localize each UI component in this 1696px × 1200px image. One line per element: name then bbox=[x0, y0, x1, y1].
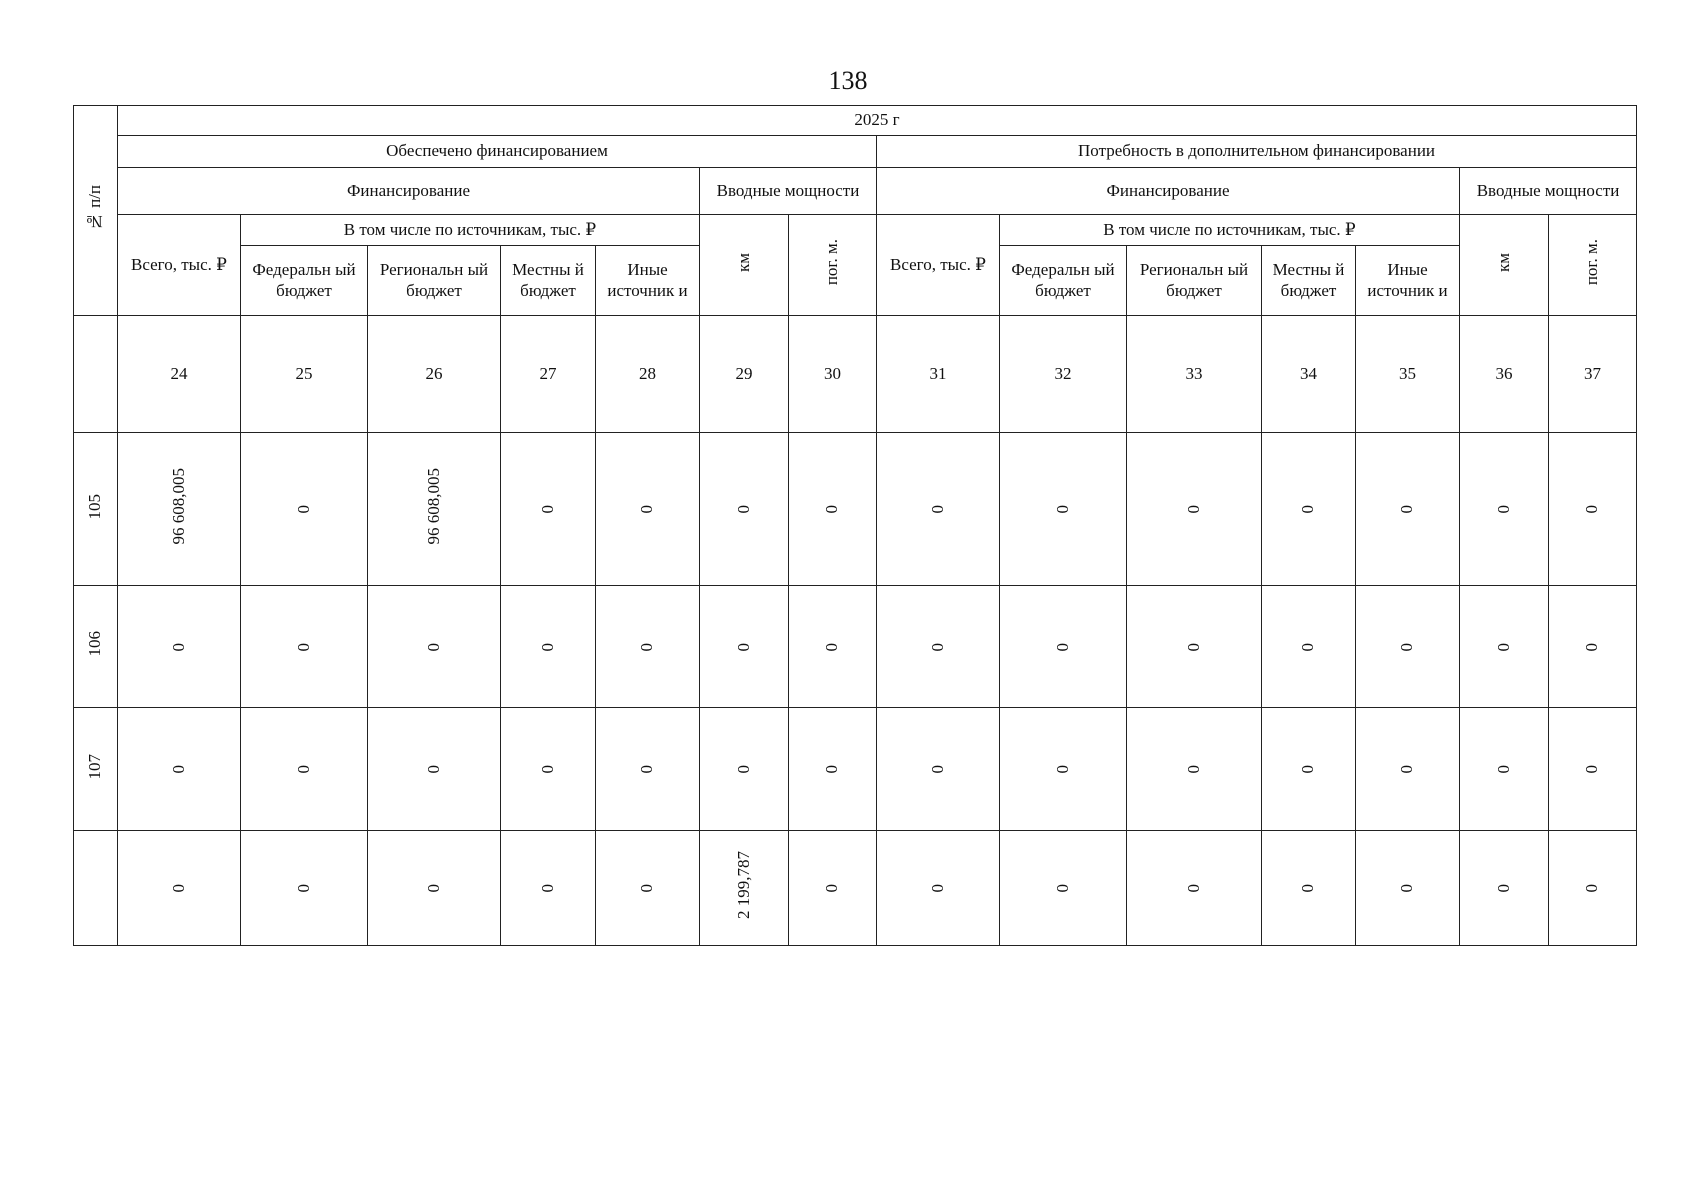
cell-value: 0 bbox=[1549, 831, 1637, 946]
page-number: 138 bbox=[828, 66, 868, 95]
header-capacity: Вводные мощности bbox=[700, 168, 877, 215]
column-number: 30 bbox=[789, 316, 877, 433]
cell-value: 0 bbox=[501, 586, 596, 708]
header-linear-m: пог. м. bbox=[789, 215, 877, 316]
cell-value: 0 bbox=[118, 708, 241, 831]
cell-value: 0 bbox=[596, 708, 700, 831]
header-by-sources: В том числе по источникам, тыс. ₽ bbox=[1000, 215, 1460, 246]
column-number: 33 bbox=[1127, 316, 1262, 433]
cell-value: 0 bbox=[1127, 831, 1262, 946]
cell-value: 96 608,005 bbox=[368, 433, 501, 586]
cell-value: 0 bbox=[241, 831, 368, 946]
row-number: 107 bbox=[74, 708, 118, 831]
cell-value: 96 608,005 bbox=[118, 433, 241, 586]
cell-value: 0 bbox=[596, 586, 700, 708]
cell-value: 0 bbox=[501, 831, 596, 946]
cell-value: 0 bbox=[700, 586, 789, 708]
cell-value: 0 bbox=[1356, 586, 1460, 708]
header-total: Всего, тыс. ₽ bbox=[118, 215, 241, 316]
cell-value: 0 bbox=[1262, 708, 1356, 831]
column-number: 32 bbox=[1000, 316, 1127, 433]
header-year: 2025 г bbox=[118, 106, 1637, 136]
cell-value: 0 bbox=[1460, 433, 1549, 586]
column-number-empty bbox=[74, 316, 118, 433]
cell-value: 0 bbox=[1262, 586, 1356, 708]
column-number-row bbox=[74, 316, 1637, 433]
cell-value: 0 bbox=[1000, 831, 1127, 946]
header-local: Местны й бюджет bbox=[501, 246, 596, 316]
cell-value: 0 bbox=[1460, 586, 1549, 708]
column-number: 34 bbox=[1262, 316, 1356, 433]
cell-value: 0 bbox=[1356, 708, 1460, 831]
table-row bbox=[74, 831, 1637, 946]
column-number: 35 bbox=[1356, 316, 1460, 433]
cell-value: 0 bbox=[1262, 433, 1356, 586]
header-total: Всего, тыс. ₽ bbox=[877, 215, 1000, 316]
header-financing: Финансирование bbox=[877, 168, 1460, 215]
cell-value: 0 bbox=[1262, 831, 1356, 946]
cell-value: 0 bbox=[789, 708, 877, 831]
column-number: 26 bbox=[368, 316, 501, 433]
cell-value: 0 bbox=[1127, 433, 1262, 586]
table-row bbox=[74, 708, 1637, 831]
cell-value: 0 bbox=[877, 708, 1000, 831]
row-number bbox=[74, 831, 118, 946]
cell-value: 0 bbox=[596, 831, 700, 946]
header-other: Иные источник и bbox=[1356, 246, 1460, 316]
cell-value: 0 bbox=[1127, 708, 1262, 831]
header-linear-m: пог. м. bbox=[1549, 215, 1637, 316]
header-group-secured: Обеспечено финансированием bbox=[118, 136, 877, 168]
row-number: 105 bbox=[74, 433, 118, 586]
row-number: 106 bbox=[74, 586, 118, 708]
cell-value: 0 bbox=[1460, 708, 1549, 831]
column-number: 36 bbox=[1460, 316, 1549, 433]
column-number: 31 bbox=[877, 316, 1000, 433]
cell-value: 0 bbox=[700, 708, 789, 831]
cell-value: 0 bbox=[789, 433, 877, 586]
header-by-sources: В том числе по источникам, тыс. ₽ bbox=[241, 215, 700, 246]
cell-value: 0 bbox=[877, 586, 1000, 708]
cell-value: 0 bbox=[241, 433, 368, 586]
column-number: 28 bbox=[596, 316, 700, 433]
column-number: 37 bbox=[1549, 316, 1637, 433]
table-row bbox=[74, 433, 1637, 586]
cell-value: 0 bbox=[700, 433, 789, 586]
cell-value: 0 bbox=[1000, 433, 1127, 586]
cell-value: 0 bbox=[1356, 831, 1460, 946]
cell-value: 0 bbox=[368, 708, 501, 831]
cell-value: 0 bbox=[877, 433, 1000, 586]
cell-value: 0 bbox=[789, 586, 877, 708]
cell-value: 0 bbox=[1127, 586, 1262, 708]
cell-value: 0 bbox=[1356, 433, 1460, 586]
header-federal: Федеральн ый бюджет bbox=[1000, 246, 1127, 316]
column-number: 24 bbox=[118, 316, 241, 433]
cell-value: 0 bbox=[368, 586, 501, 708]
cell-value: 0 bbox=[241, 708, 368, 831]
header-row-number: № п/п bbox=[74, 106, 118, 316]
column-number: 29 bbox=[700, 316, 789, 433]
header-local: Местны й бюджет bbox=[1262, 246, 1356, 316]
header-group-need: Потребность в дополнительном финансировании bbox=[877, 136, 1637, 168]
header-federal: Федеральн ый бюджет bbox=[241, 246, 368, 316]
header-regional: Региональн ый бюджет bbox=[1127, 246, 1262, 316]
header-km: км bbox=[700, 215, 789, 316]
cell-value: 2 199,787 bbox=[700, 831, 789, 946]
cell-value: 0 bbox=[1000, 586, 1127, 708]
header-other: Иные источник и bbox=[596, 246, 700, 316]
column-number: 27 bbox=[501, 316, 596, 433]
column-number: 25 bbox=[241, 316, 368, 433]
header-capacity: Вводные мощности bbox=[1460, 168, 1637, 215]
cell-value: 0 bbox=[501, 708, 596, 831]
header-regional: Региональн ый бюджет bbox=[368, 246, 501, 316]
cell-value: 0 bbox=[596, 433, 700, 586]
cell-value: 0 bbox=[1549, 586, 1637, 708]
cell-value: 0 bbox=[1000, 708, 1127, 831]
cell-value: 0 bbox=[1549, 708, 1637, 831]
header-financing: Финансирование bbox=[118, 168, 700, 215]
cell-value: 0 bbox=[501, 433, 596, 586]
cell-value: 0 bbox=[241, 586, 368, 708]
cell-value: 0 bbox=[789, 831, 877, 946]
cell-value: 0 bbox=[368, 831, 501, 946]
header-km: км bbox=[1460, 215, 1549, 316]
cell-value: 0 bbox=[118, 831, 241, 946]
cell-value: 0 bbox=[877, 831, 1000, 946]
table-row bbox=[74, 586, 1637, 708]
financing-table bbox=[73, 105, 1637, 946]
cell-value: 0 bbox=[118, 586, 241, 708]
cell-value: 0 bbox=[1549, 433, 1637, 586]
cell-value: 0 bbox=[1460, 831, 1549, 946]
